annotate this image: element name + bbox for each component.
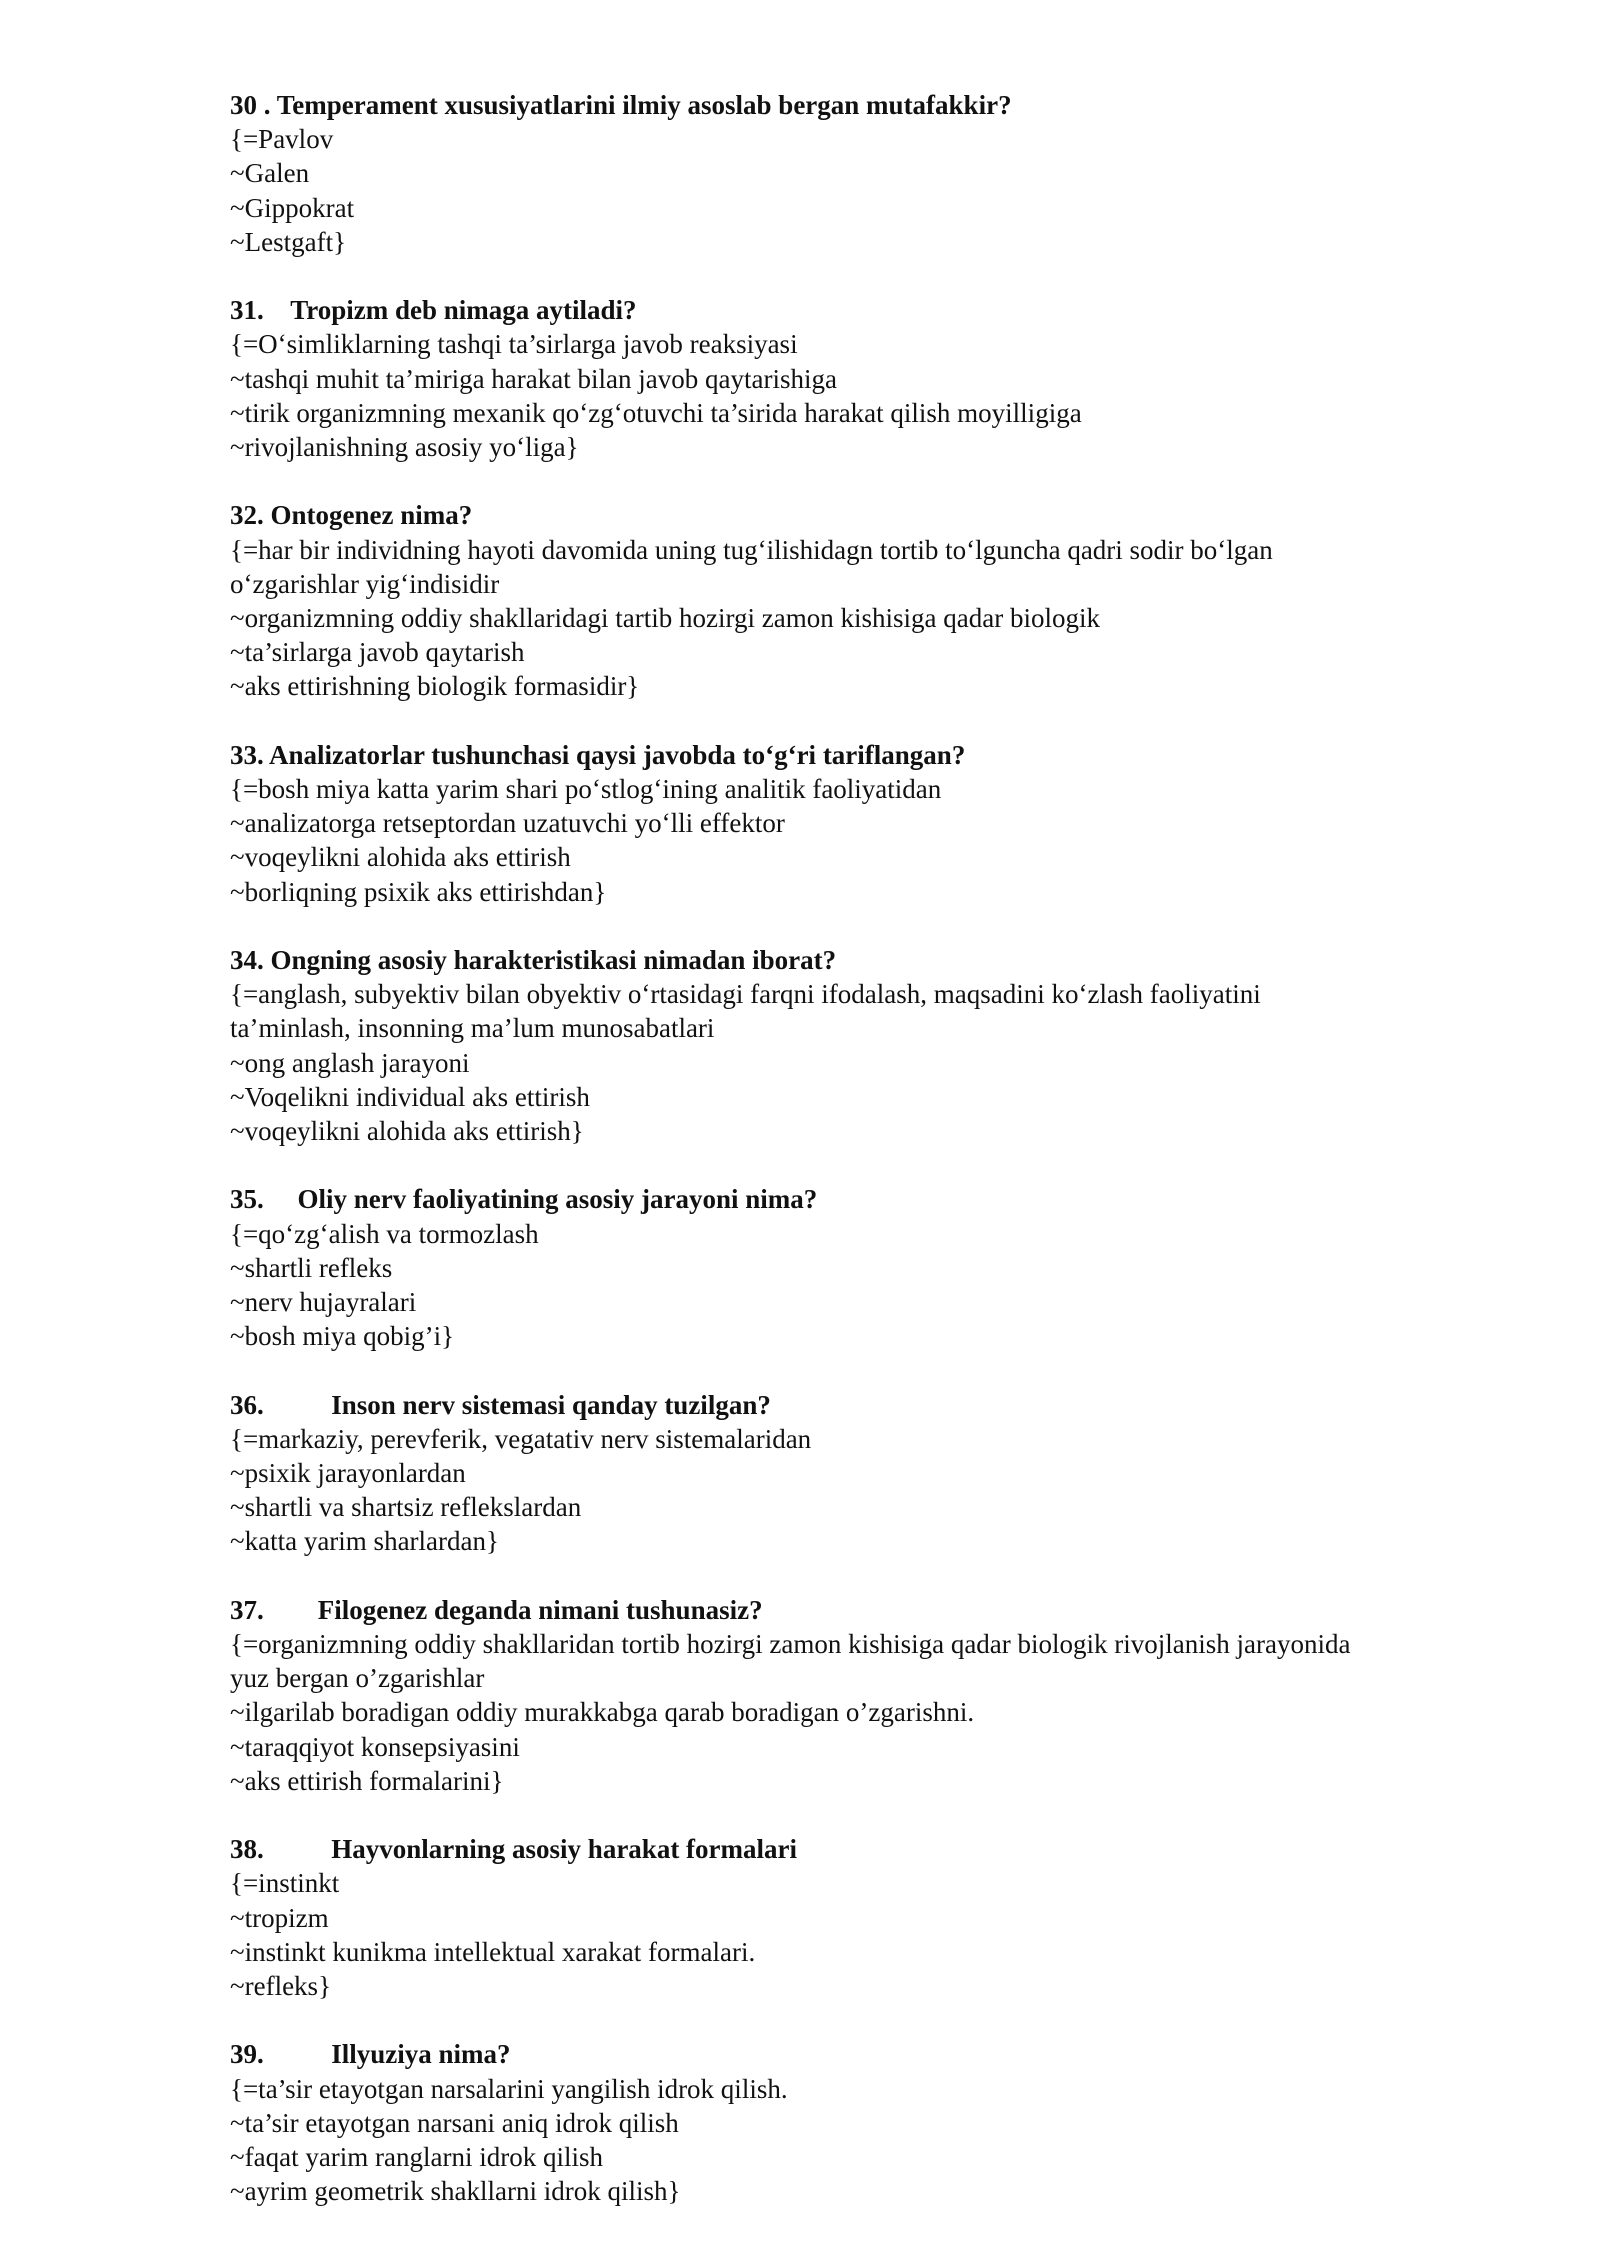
- question-title: 30 . Temperament xususiyatlarini ilmiy asoslab bergan mutafakkir?: [230, 90, 1012, 120]
- answer-option-line: ~analizatorga retseptordan uzatuvchi yo‘lli effektor: [230, 808, 785, 839]
- answer-option-line: ~shartli refleks: [230, 1252, 393, 1283]
- question-block: [230, 2037, 1480, 2208]
- answer-option-line: ~psixik jarayonlardan: [230, 1458, 466, 1489]
- answer-option-line: ~Galen: [230, 158, 310, 189]
- answer-option-line: yuz bergan o’zgarishlar: [230, 1663, 485, 1694]
- answer-option-line: ~Lestgaft}: [230, 226, 347, 257]
- question-title: 32. Ontogenez nima?: [230, 500, 473, 531]
- correct-answer-line: {=anglash, subyektiv bilan obyektiv o‘rtasidagi farqni ifodalash, maqsadini ko‘zlash faoliyatini: [230, 979, 1261, 1010]
- question-block: [230, 1832, 1480, 2003]
- answer-option-line: ~ong anglash jarayoni: [230, 1047, 470, 1078]
- question-title: 39. Illyuziya nima?: [230, 2039, 511, 2070]
- answer-option-line: ta’minlash, insonning ma’lum munosabatlari: [230, 1013, 715, 1044]
- answer-option-line: ~refleks}: [230, 1971, 332, 2002]
- answer-option-line: ~tropizm: [230, 1902, 329, 1933]
- question-title: 34. Ongning asosiy harakteristikasi nimadan iborat?: [230, 945, 837, 976]
- correct-answer-line: {=organizmning oddiy shakllaridan tortib hozirgi zamon kishisiga qadar biologik rivojlanish jarayonida: [230, 1629, 1351, 1660]
- question-title: 35. Oliy nerv faoliyatining asosiy jarayoni nima?: [230, 1184, 818, 1215]
- correct-answer-line: {=bosh miya katta yarim shari po‘stlog‘ining analitik faoliyatidan: [230, 774, 942, 805]
- answer-option-line: ~ta’sirlarga javob qaytarish: [230, 637, 525, 668]
- correct-answer-line: {=ta’sir etayotgan narsalarini yangilish idrok qilish.: [230, 2073, 788, 2104]
- answer-option-line: ~ayrim geometrik shakllarni idrok qilish}: [230, 2176, 681, 2207]
- answer-option-line: ~Voqelikni individual aks ettirish: [230, 1081, 590, 1112]
- answer-option-line: ~tirik organizmning mexanik qo‘zg‘otuvchi ta’sirida harakat qilish moyilligiga: [230, 397, 1082, 428]
- answer-option-line: ~voqeylikni alohida aks ettirish: [230, 842, 571, 873]
- question-block: [230, 293, 1480, 464]
- question-block: [230, 738, 1480, 909]
- question-block: [230, 1182, 1480, 1353]
- answer-option-line: ~faqat yarim ranglarni idrok qilish: [230, 2142, 604, 2173]
- answer-option-line: o‘zgarishlar yig‘indisidir: [230, 568, 500, 599]
- answer-option-line: ~katta yarim sharlardan}: [230, 1526, 499, 1557]
- test-questions-page: [230, 88, 1480, 2243]
- correct-answer-line: {=instinkt: [230, 1868, 340, 1899]
- answer-option-line: ~ilgarilab boradigan oddiy murakkabga qarab boradigan o’zgarishni.: [230, 1697, 975, 1728]
- question-title: 38. Hayvonlarning asosiy harakat formalari: [230, 1834, 798, 1865]
- correct-answer-line: {=Pavlov: [230, 124, 334, 155]
- answer-option-line: ~Gippokrat: [230, 192, 355, 223]
- answer-option-line: ~shartli va shartsiz reflekslardan: [230, 1492, 582, 1523]
- answer-option-line: ~instinkt kunikma intellektual xarakat formalari.: [230, 1936, 756, 1967]
- answer-option-line: ~ta’sir etayotgan narsani aniq idrok qilish: [230, 2107, 679, 2138]
- question-block: [230, 1593, 1480, 1798]
- question-block: [230, 88, 1480, 259]
- answer-option-line: ~borliqning psixik aks ettirishdan}: [230, 876, 607, 907]
- question-block: [230, 943, 1480, 1148]
- answer-option-line: ~voqeylikni alohida aks ettirish}: [230, 1116, 584, 1147]
- correct-answer-line: {=O‘simliklarning tashqi ta’sirlarga javob reaksiyasi: [230, 329, 798, 360]
- question-title: 31. Tropizm deb nimaga aytiladi?: [230, 295, 637, 326]
- answer-option-line: ~organizmning oddiy shakllaridagi tartib hozirgi zamon kishisiga qadar biologik: [230, 603, 1100, 634]
- answer-option-line: ~tashqi muhit ta’miriga harakat bilan javob qaytarishiga: [230, 363, 837, 394]
- question-title: 36. Inson nerv sistemasi qanday tuzilgan?: [230, 1389, 771, 1420]
- answer-option-line: ~taraqqiyot konsepsiyasini: [230, 1731, 520, 1762]
- answer-option-line: ~nerv hujayralari: [230, 1287, 417, 1318]
- answer-option-line: ~aks ettirishning biologik formasidir}: [230, 671, 640, 702]
- answer-option-line: ~bosh miya qobig’i}: [230, 1321, 455, 1352]
- correct-answer-line: {=markaziy, perevferik, vegatativ nerv sistemalaridan: [230, 1423, 812, 1454]
- correct-answer-line: {=qo‘zg‘alish va tormozlash: [230, 1218, 539, 1249]
- answer-option-line: ~rivojlanishning asosiy yo‘liga}: [230, 432, 579, 463]
- question-title: 33. Analizatorlar tushunchasi qaysi javobda to‘g‘ri tariflangan?: [230, 739, 966, 770]
- question-block: [230, 498, 1480, 703]
- correct-answer-line: {=har bir individning hayoti davomida uning tug‘ilishidagn tortib to‘lguncha qadri sodir bo‘lgan: [230, 534, 1273, 565]
- answer-option-line: ~aks ettirish formalarini}: [230, 1765, 504, 1796]
- question-block: [230, 1388, 1480, 1559]
- question-title: 37. Filogenez deganda nimani tushunasiz?: [230, 1594, 763, 1625]
